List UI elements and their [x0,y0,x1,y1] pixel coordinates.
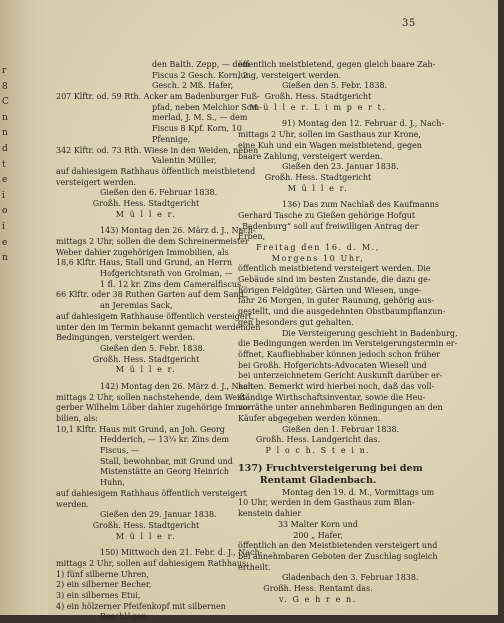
text-line: M ü l l e r. [287,183,349,193]
text-line: 150) Mittwoch den 21. Febr. d. J., Nach- [100,548,263,558]
text-line: 207 Klftr. od. 59 Rth. Acker am Badenburger Fuß- [56,92,260,102]
text-line: eine Kuh und ein Wagen meistbietend, gegen [238,140,422,150]
page-number: 35 [402,18,416,29]
text-line: Die Versteigerung geschieht in Badenburg, [282,328,458,338]
text-line: Rentamt Gladenbach. [259,475,377,487]
margin-fragment: e [2,175,8,186]
text-line: gen besonders gut gehalten. [238,317,354,327]
text-line: v. G e h r e n. [279,594,357,604]
text-line: Huhn, [100,478,125,488]
text-line: 33 Malter Korn und [277,519,359,529]
text-line: Freitag den 16. d. M., [256,243,380,252]
text-line: baare Zahlung, versteigert werden. [238,151,383,161]
text-line: M ü l l e r. [115,365,177,375]
text-line: Gießen den 29. Januar 1838. [100,510,217,520]
text-line: Großh. Hess. Stadtgericht [92,520,200,530]
text-line: fähr 26 Morgen, in guter Raunung, gehörig aus- [238,296,435,306]
text-line: Gießen den 1. Februar 1838. [282,424,400,434]
text-line: öffentlich meistbietend versteigert werden. Die [238,264,431,274]
margin-fragment: i [2,221,5,232]
text-line: auf dahiesigem Rathhaus öffentlich versteigert [56,488,247,498]
page-gutter [0,0,48,615]
text-line: Gießen den 5. Febr. 1838. [282,81,388,91]
text-line: 200 „ Hafer, [293,530,343,540]
text-line: die Bedingungen werden im Versteigerungstermin er- [238,339,458,349]
text-line: auf dahiesigem Rathhause öffentlich versteigert, [56,311,255,321]
text-line: unter den im Termin bekannt gemacht werdenden [56,322,261,332]
text-line: bei unterzeichnetem Gericht Auskunft darüber er- [238,371,443,381]
text-line: 4) ein hölzerner Pfeifenkopf mit silbernen [56,601,226,611]
text-line: öffnet, Kaufliebhaber können jedoch schon früher [238,349,441,359]
text-line: Beschlägen, [100,612,150,622]
margin-fragment: i [2,190,5,201]
margin-fragment: n [2,253,8,264]
text-line: 91) Montag den 12. Februar d. J., Nach- [282,119,445,129]
text-line: mittags 2 Uhr, sollen die dem Schreinermeister [56,237,249,246]
text-line: Fiscus 2 Gesch. Korn, 2 [152,70,248,80]
text-line: Großh. Hess. Landgericht das. [255,435,381,445]
margin-fragment: C [2,97,9,108]
text-line: den Balth. Zepp, — dem [152,60,250,69]
text-line: M ü l l e r. [115,531,177,541]
text-line: an Jeremias Sack, [100,301,173,311]
text-line: 342 Klftr. od. 73 Rth. Wiese in den Weiden, neben [56,145,259,155]
text-line: kenstein dahier [238,509,302,519]
text-line: gerber Wilhelm Löber dahier zugehörige Immo- [56,403,251,413]
text-line: Hedderich, — 13¼ kr. Zins dem [100,435,230,445]
text-line: Fiscus, — [100,446,140,456]
text-line: Fiscus 8 Kpf. Korn, 10 [152,124,242,134]
text-line: Gießen den 5. Febr. 1838. [100,343,206,353]
text-line: 66 Klftr. oder 38 Ruthen Garten auf dem Sand, [56,290,247,300]
text-line: M ü l l e r. [115,209,177,219]
margin-fragment: e [2,237,8,248]
margin-fragment: o [2,206,8,217]
text-line: „Badenburg“ soll auf freiwilligen Antrag der [238,221,419,231]
cropped-margin-text [2,64,16,267]
text-line: Gladenbach den 3. Februar 1838. [282,573,419,583]
text-line: Mistenstätte an Georg Heinrich [100,467,230,477]
text-line: Gesch. 2 Mß. Hafer, [152,81,234,91]
text-line: 136) Das zum Nachlaß des Kaufmanns [282,200,440,210]
book-edge [498,0,504,615]
text-line: mittags 2 Uhr, sollen nachstehende, dem Weiß- [56,392,248,402]
text-line: Bedingungen, versteigert werden. [56,333,196,343]
text-line: 10,1 Klftr. Haus mit Grund, an Joh. Georg [56,424,225,434]
text-line: gestellt, und die ausgedehnten Obstbaumpflanzun- [238,307,446,317]
text-line: M ü l l e r. L i m p e r t. [249,102,387,112]
text-line: lung, versteigert werden. [238,70,342,80]
text-line: ständige Wirthschaftsinventar, sowie die Heu- [238,392,426,402]
text-line: halten. Bemerkt wird hierbei noch, daß das voll- [238,381,435,391]
text-line: vorräthe unter annehmbaren Bedingungen an den [238,403,443,413]
text-line: 1 fl. 12 kr. Zins dem Cameralfiscus, [100,279,244,289]
text-line: auf dahiesigem Rathhaus öffentlich meistbietend [56,166,256,176]
text-line: 1) fünf silberne Uhren, [56,569,150,579]
text-line: Stall, bewohnbar, mit Grund und [100,456,233,466]
text-line: Großh. Hess. Stadtgericht [92,198,200,208]
text-line: ertheilt. [238,562,271,572]
text-line: pfad, neben Melchior Som- [152,102,262,112]
text-line: Gerhard Tasche zu Gießen gehörige Hofgut [238,210,416,220]
text-line: 142) Montag den 26. März d. J., Nach- [100,381,256,391]
margin-fragment: 8 [2,81,8,92]
text-line: bilien, als: [56,414,98,423]
margin-fragment: t [2,159,6,170]
text-line: Montag den 19. d. M., Vormittags um [282,487,435,497]
text-line: Großh. Hess. Stadtgericht [264,172,372,182]
text-line: hörigen Feldgüter, Gärten und Wiesen, unge- [238,285,422,295]
text-line: mittags 2 Uhr, sollen auf dahiesigem Rathhaus: [56,558,249,568]
text-line: Gebäude sind im besten Zustande, die dazu ge- [238,275,431,285]
margin-fragment: r [2,66,7,76]
text-line: merlad, J. M. S., — dem [152,113,248,123]
text-line: 10 Uhr, werden in dem Gasthaus zum Blan- [238,498,415,508]
text-line: bei Großh. Hofgerichts-Advocaten Wiesell und [238,360,427,370]
text-line: 143) Montag den 26. März d. J., Nach- [100,226,256,236]
text-line: Erben, [238,232,266,242]
text-line: öffentlich an den Meistbietenden versteigert und [238,541,438,551]
right-text-column [238,60,458,605]
margin-fragment: n [2,128,8,139]
text-line: Valentin Müller, [152,156,217,166]
text-line: Weber dahier zugehörigen Immobilien, als [56,247,229,257]
text-line: 3) ein silbernes Etui, [56,591,141,600]
text-line: Pfennige, [152,134,191,144]
margin-fragment: d [2,143,8,154]
text-line: Großh. Hess. Rentamt das. [263,583,373,593]
text-line: 137) Fruchtversteigerung bei dem [238,462,423,474]
text-line: Großh. Hess. Stadtgericht [92,354,200,364]
text-line: Gießen den 23. Januar 1838. [282,162,399,172]
text-line: 18,6 Klftr. Haus, Stall und Grund, an Herrn [56,258,232,268]
text-line: mittags 2 Uhr, sollen im Gasthaus zur Krone, [238,130,421,140]
text-line: Gießen den 6. Februar 1838. [100,188,218,198]
text-line: P l o c h. S t e i n. [265,446,371,456]
text-line: Morgens 10 Uhr, [271,253,365,263]
text-line: Hofgerichtsrath von Grolman, — [100,269,233,279]
text-line: 2) ein silberner Becher, [56,580,152,590]
text-line: bei annehmbaren Geboten der Zuschlag sogleich [238,551,438,561]
text-line: Käufer abgegeben werden können. [238,414,381,423]
margin-fragment: n [2,112,8,123]
text-line: Großh. Hess. Stadtgericht [264,92,372,102]
text-line: öffentlich meistbietend, gegen gleich baare Zah- [238,60,436,69]
text-line: versteigert werden. [56,177,137,187]
text-line: werden. [56,499,89,509]
